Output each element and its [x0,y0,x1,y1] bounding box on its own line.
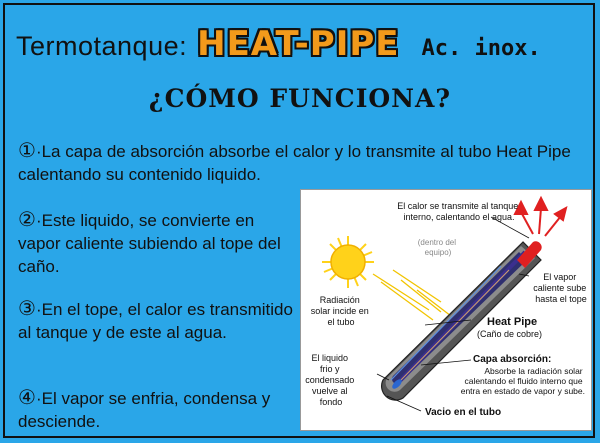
liquid-label: El liquido frio y condensado vuelve al fondo [305,353,355,407]
top-label: El calor se transmite al tanque interno, calentando el agua. [397,201,519,222]
header [16,24,541,64]
material-label: Ac. inox. [421,36,541,61]
step-text: ·Este liquido, se convierte en vapor caliente subiendo al tope del caño. [18,211,281,276]
vapor-label: El vapor caliente sube hasta el tope [533,272,587,304]
step-text: ·El vapor se enfria, condensa y desciende. [18,389,271,431]
radiation-label: Radiación solar incide en el tubo [310,295,369,327]
brand-logo: HEAT-PIPE [197,24,400,64]
step-number: ③ [18,298,36,320]
vacuum-label: Vacio en el tubo [425,407,502,418]
step-text: ·La capa de absorción absorbe el calor y lo transmite al tubo Heat Pipe calentando su contenido liquido. [18,142,571,184]
sun-icon [322,236,374,288]
step-number: ① [18,140,36,162]
heat-arrows [515,198,566,236]
step-4 [18,387,298,433]
absorption-text: Absorbe la radiación solar calentando el fluido interno que entra en estado de vapor y sube. [460,366,585,396]
step-text: ·En el tope, el calor es transmitido al tanque y de este al agua. [18,300,293,342]
step-number: ④ [18,387,36,409]
step-number: ② [18,209,36,231]
inside-label: (dentro del equipo) [417,238,457,257]
heat-pipe-subtitle: (Caño de cobre) [477,329,543,339]
step-1 [18,140,588,186]
absorption-title: Capa absorción: [473,354,552,365]
solar-rays [373,270,451,320]
step-3 [18,298,298,344]
header-title: Termotanque: [16,31,188,61]
step-2 [18,209,298,278]
heat-pipe-diagram [300,189,592,431]
heat-pipe-title: Heat Pipe [487,316,538,328]
page-subtitle: ¿CÓMO FUNCIONA? [148,84,452,113]
